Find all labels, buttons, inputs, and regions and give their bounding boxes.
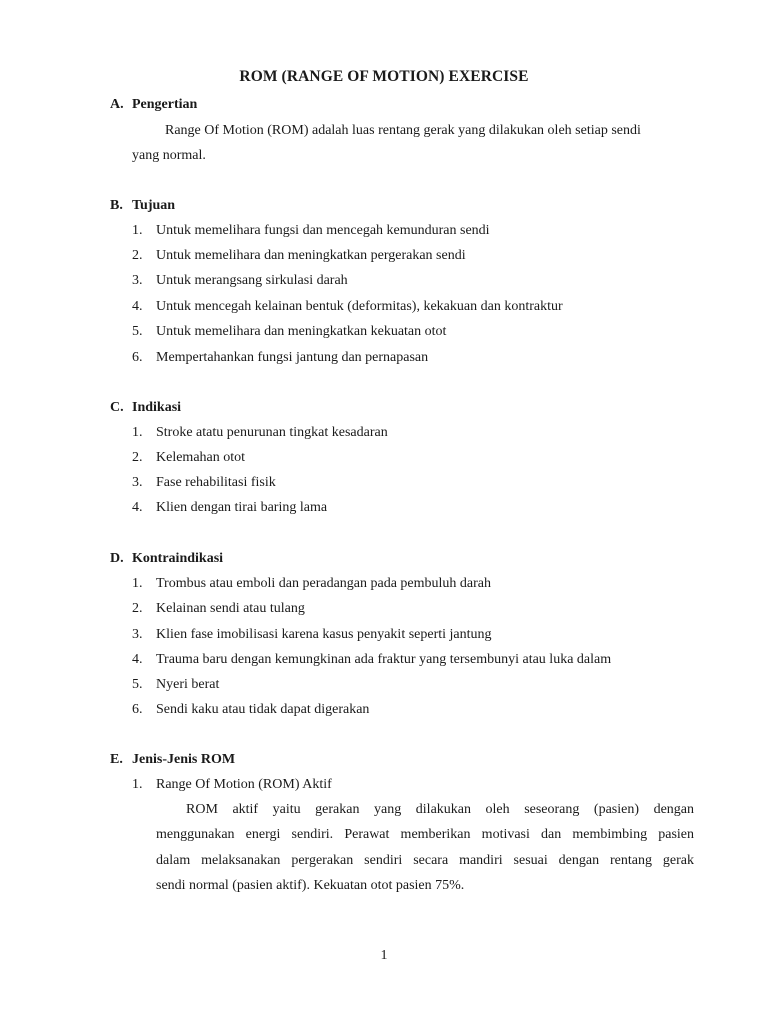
section-a-heading (110, 97, 197, 113)
section-e-paragraph-line-2: menggunakan energi sendiri. Perawat memberikan motivasi dan membimbing pasien (156, 827, 694, 842)
list-item-text: Klien dengan tirai baring lama (156, 500, 328, 515)
list-item-number: 3. (132, 475, 143, 490)
list-item-text: Trauma baru dengan kemungkinan ada fraktur yang tersembunyi atau luka dalam (156, 652, 612, 667)
list-item-number: 6. (132, 702, 143, 717)
list-item-text: Untuk mencegah kelainan bentuk (deformitas), kekakuan dan kontraktur (156, 299, 563, 314)
list-item (132, 273, 348, 289)
list-item-number: 5. (132, 324, 143, 339)
list-item-number: 4. (132, 500, 143, 515)
list-item-text: Kelemahan otot (156, 450, 246, 465)
section-d-heading (110, 551, 223, 567)
list-item-number: 1. (132, 425, 143, 440)
list-item-text: Kelainan sendi atau tulang (156, 601, 305, 616)
list-item (132, 223, 490, 239)
section-e-paragraph-line-1: ROM aktif yaitu gerakan yang dilakukan oleh seseorang (pasien) dengan (186, 802, 694, 817)
list-item-number: 5. (132, 677, 143, 692)
list-item (132, 475, 276, 491)
subsection-title: Range Of Motion (ROM) Aktif (156, 777, 332, 792)
section-e-title: Jenis-Jenis ROM (132, 752, 236, 767)
list-item-text: Untuk memelihara dan meningkatkan kekuatan otot (156, 324, 447, 339)
list-item-text: Klien fase imobilisasi karena kasus penyakit seperti jantung (156, 627, 492, 642)
section-d-title: Kontraindikasi (132, 551, 224, 566)
subsection-number: 1. (132, 777, 143, 792)
list-item-number: 4. (132, 299, 143, 314)
list-item-text: Untuk memelihara fungsi dan mencegah kemunduran sendi (156, 223, 490, 238)
list-item (132, 248, 466, 264)
list-item (132, 500, 327, 516)
list-item (132, 652, 611, 668)
list-item-text: Nyeri berat (156, 677, 220, 692)
section-e-heading (110, 752, 235, 768)
list-item (132, 702, 369, 718)
section-c-heading (110, 400, 181, 416)
list-item (132, 425, 388, 441)
list-item-text: Untuk memelihara dan meningkatkan pergerakan sendi (156, 248, 466, 263)
section-b-letter: B. (110, 198, 123, 213)
list-item-number: 3. (132, 273, 143, 288)
list-item (132, 350, 428, 366)
list-item-number: 3. (132, 627, 143, 642)
document-title: ROM (RANGE OF MOTION) EXERCISE (239, 68, 529, 85)
list-item-number: 2. (132, 248, 143, 263)
list-item-text: Trombus atau emboli dan peradangan pada pembuluh darah (156, 576, 492, 591)
list-item-number: 4. (132, 652, 143, 667)
section-c-title: Indikasi (132, 400, 182, 415)
list-item-number: 2. (132, 450, 143, 465)
section-a-paragraph-line-1: Range Of Motion (ROM) adalah luas rentang gerak yang dilakukan oleh setiap sendi (165, 123, 641, 138)
list-item-text: Stroke atatu penurunan tingkat kesadaran (156, 425, 388, 440)
section-e-paragraph-line-3: dalam melaksanakan pergerakan sendiri secara mandiri sesuai dengan rentang gerak (156, 853, 694, 868)
list-item (132, 677, 219, 693)
section-d-letter: D. (110, 551, 124, 566)
section-a-title: Pengertian (132, 97, 198, 112)
list-item-number: 1. (132, 576, 143, 591)
list-item-text: Sendi kaku atau tidak dapat digerakan (156, 702, 370, 717)
page-number: 1 (380, 948, 388, 963)
list-item (132, 627, 492, 643)
list-item-number: 1. (132, 223, 143, 238)
list-item-text: Mempertahankan fungsi jantung dan pernapasan (156, 350, 429, 365)
subsection-rom-aktif (132, 777, 332, 793)
list-item-text: Fase rehabilitasi fisik (156, 475, 276, 490)
list-item (132, 601, 305, 617)
section-e-letter: E. (110, 752, 123, 767)
list-item (132, 576, 491, 592)
list-item (132, 299, 563, 315)
list-item-number: 2. (132, 601, 143, 616)
section-a-paragraph-line-2: yang normal. (132, 148, 206, 163)
list-item-text: Untuk merangsang sirkulasi darah (156, 273, 348, 288)
section-e-paragraph-line-4: sendi normal (pasien aktif). Kekuatan otot pasien 75%. (156, 878, 465, 893)
section-b-heading (110, 198, 175, 214)
list-item (132, 324, 446, 340)
list-item (132, 450, 245, 466)
list-item-number: 6. (132, 350, 143, 365)
section-b-title: Tujuan (132, 198, 176, 213)
section-c-letter: C. (110, 400, 124, 415)
section-a-letter: A. (110, 97, 124, 112)
